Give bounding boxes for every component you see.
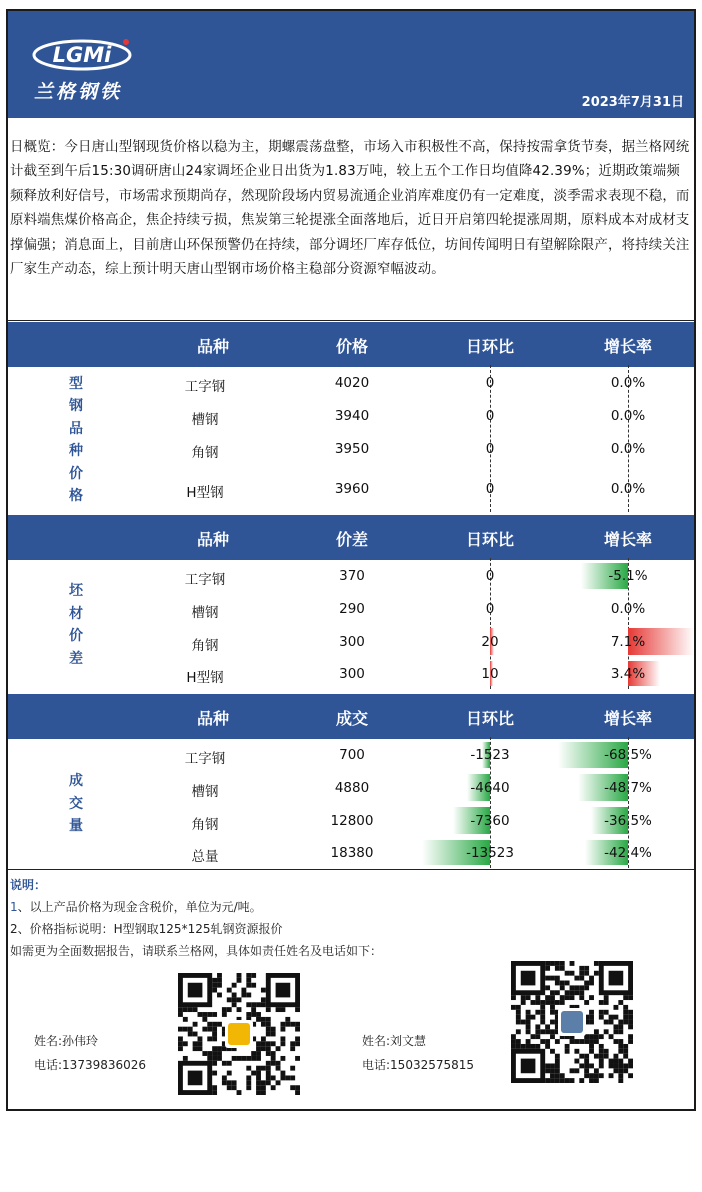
table-cell-name: 工字钢 [184,379,226,395]
table-cell-change: 10 [481,665,499,682]
table-cell-rate: -68.5% [604,747,652,763]
table-cell-change: 0 [485,440,495,457]
table-cell-name: 槽钢 [191,783,219,800]
table-cell-change: 20 [481,633,499,650]
table-cell-name: 角钢 [191,444,219,461]
section-label-char: 量 [69,818,83,835]
section-label-char: 成 [69,773,83,790]
column-header: 品种 [196,530,230,549]
table-header-band [8,694,694,739]
table-cell-name: 总量 [191,848,219,865]
column-header: 价格 [335,337,369,356]
section-label-char: 价 [69,628,83,644]
table-cell-name: H型钢 [186,484,224,501]
report-header [8,11,694,118]
section-label-char: 品 [69,420,83,437]
daily-summary: 日概览：今日唐山型钢现货价格以稳为主，期螺震荡盘整，市场入市积极性不高，保持按需拿货节奏，据兰格网统计截至到午后15:30调研唐山24家调坯企业日出货为1.83万吨，较上五个工作日均值降42.39%；近期政策端频频释放利好信号，市场需求预期尚存，然现阶段场内贸易流通企业消库难度仍有一定难度，淡季需求表现不稳，而原料端焦煤价格高企，焦企持续亏损，焦炭第三轮提涨全面落地后，近日开启第四轮提涨周期，原料成本对成材支撑偏强；消息面上，目前唐山环保预警仍在持续，部分调坯厂库存低位，坊间传闻明日有望解除限产，将持续关注厂家生产动态，综上预计明天唐山型钢市场价格主稳部分资源窄幅波动。 [10,140,690,278]
qr-code[interactable] [178,973,300,1095]
table-cell-rate: 7.1% [610,633,646,650]
table-cell-change: 0 [485,407,495,424]
table-cell-rate: 3.4% [610,665,646,682]
table-cell-name: 角钢 [191,637,219,654]
table-cell-change: 0 [485,375,495,391]
note-text: 、价格指标说明：H型钢取125*125轧钢资源报价 [17,922,283,936]
table-header-band [8,515,694,560]
table-cell-rate: -5.1% [608,568,648,584]
note-item [10,920,282,937]
contact-intro: 如需更为全面数据报告，请联系兰格网，具体如责任姓名及电话如下： [10,944,383,958]
section-label [8,739,144,869]
table-cell-value: 700 [339,747,365,763]
column-header: 品种 [196,709,230,728]
table-cell-value: 300 [339,665,365,682]
table-cell-value: 18380 [330,844,374,861]
table-cell-change: -1523 [470,747,510,763]
section-label-char: 型 [69,375,83,392]
table-cell-value: 4020 [334,375,370,391]
table-cell-change: 0 [485,568,495,584]
column-header: 品种 [196,337,230,356]
table-cell-name: 工字钢 [184,572,226,588]
qr-code[interactable] [511,961,633,1083]
table-cell-rate: 0.0% [610,440,646,457]
column-header: 日环比 [465,530,515,549]
contact-phone: 电话:15032575815 [362,1058,475,1072]
note-number: 2 [10,922,18,936]
column-header: 增长率 [603,709,653,728]
table-cell-name: 工字钢 [184,751,226,767]
column-header: 日环比 [465,337,515,356]
section-label-char: 差 [69,650,83,667]
table-cell-rate: -42.4% [604,844,652,861]
contact-phone: 电话:13739836026 [34,1058,147,1072]
note-number: 1 [10,900,18,914]
table-cell-value: 370 [339,568,365,584]
column-header: 增长率 [603,530,653,549]
column-header: 增长率 [603,337,653,356]
table-cell-rate: 0.0% [610,375,646,391]
section-label-char: 交 [69,795,83,812]
column-header: 价差 [335,530,369,549]
table-cell-name: H型钢 [186,669,224,686]
table-cell-value: 3950 [334,440,370,457]
table-cell-name: 槽钢 [191,411,219,428]
table-cell-rate: -48.7% [604,779,652,796]
column-header: 日环比 [465,709,515,728]
table-cell-rate: 0.0% [610,407,646,424]
section-label [8,367,144,513]
lgmi-logo [30,35,140,75]
divider [8,869,694,870]
note-text: 、以上产品价格为现金含税价，单位为元/吨。 [17,900,262,914]
note-item [10,898,262,915]
table-cell-rate: 0.0% [610,480,646,497]
table-cell-value: 12800 [330,812,374,829]
contact-name: 姓名:孙伟玲 [34,1034,99,1048]
table-cell-value: 290 [339,600,365,617]
section-label-char: 钢 [69,398,83,414]
report-frame [6,9,696,1111]
section-label-char: 种 [69,443,83,459]
table-header-band [8,322,694,367]
section-label-char: 格 [69,488,83,504]
table-cell-value: 4880 [334,779,370,796]
table-cell-change: -4640 [470,779,510,796]
table-cell-name: 角钢 [191,816,219,833]
brand-name: 兰格钢铁 [34,81,123,103]
table-cell-change: -13523 [466,844,514,861]
table-cell-change: 0 [485,480,495,497]
table-cell-change: -7360 [470,812,510,829]
section-label-char: 坯 [69,583,83,599]
section-label-char: 价 [69,465,83,482]
column-header: 成交 [335,709,369,728]
contact-name: 姓名:刘文慧 [362,1034,427,1048]
section-label-char: 材 [69,605,83,622]
table-cell-value: 300 [339,633,365,650]
table-cell-rate: 0.0% [610,600,646,617]
table-cell-name: 槽钢 [191,604,219,621]
table-cell-value: 3940 [334,407,370,424]
logo-text: LGMi [52,43,112,67]
divider [8,320,694,321]
section-label [8,560,144,690]
table-cell-rate: -36.5% [604,812,652,829]
table-cell-change: 0 [485,600,495,617]
table-cell-value: 3960 [334,480,370,497]
report-date: 2023年7月31日 [581,95,684,110]
notes-title: 说明： [10,878,47,892]
